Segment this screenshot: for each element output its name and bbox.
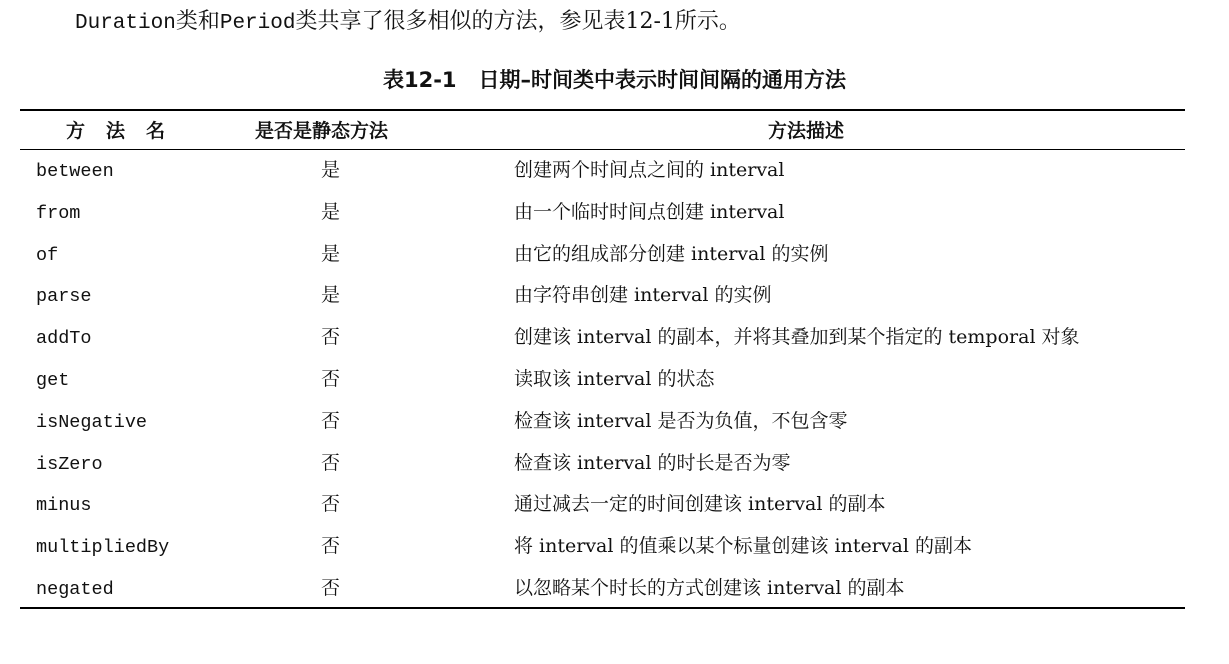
code-duration: Duration [75,12,176,35]
table-row [20,193,1185,235]
is-static: 否 [321,493,341,516]
method-description: 检查该 interval 是否为负值，不包含零 [514,409,848,432]
method-description: 创建两个时间点之间的 interval [514,159,785,181]
method-description: 由一个临时时间点创建 interval [514,200,785,223]
method-name: isZero [36,453,103,475]
code-period: Period [219,12,296,35]
method-name: parse [36,286,92,308]
header-method-name: 方法名 [66,120,187,142]
is-static: 是 [321,159,341,181]
header-description: 方法描述 [768,120,845,142]
method-name: from [36,202,81,224]
table-number: 表12-1 [382,68,457,92]
table-top-rule [20,109,1185,111]
method-description: 由它的组成部分创建 interval 的实例 [514,242,829,265]
table-row [20,569,1185,611]
table-row [20,402,1185,444]
method-name: isNegative [36,411,148,433]
intro-text-2: 类共享了很多相似的方法，参见表12-1所示。 [295,9,741,34]
is-static: 否 [321,451,341,474]
method-description: 读取该 interval 的状态 [514,367,715,390]
table-row [20,527,1185,569]
table-row [20,318,1185,360]
method-name: get [36,369,70,391]
method-name: between [36,161,114,182]
table-row [20,151,1185,193]
method-description: 由字符串创建 interval 的实例 [514,284,772,307]
method-description: 以忽略某个时长的方式创建该 interval 的副本 [514,576,905,599]
table-caption [0,64,1229,96]
method-name: negated [36,578,114,600]
is-static: 否 [321,326,341,349]
intro-paragraph [75,6,741,40]
is-static: 是 [321,242,341,265]
header-is-static: 是否是静态方法 [255,120,389,142]
method-name: of [36,244,59,266]
method-description: 将 interval 的值乘以某个标量创建该 interval 的副本 [514,535,972,558]
table-row [20,444,1185,486]
table-row [20,276,1185,318]
table-row [20,360,1185,402]
method-description: 检查该 interval 的时长是否为零 [514,451,791,474]
is-static: 否 [321,409,341,432]
method-name: multipliedBy [36,537,170,559]
is-static: 否 [321,576,341,599]
is-static: 是 [321,200,341,223]
table-row [20,485,1185,527]
table-row [20,235,1185,277]
table-header-rule [20,149,1185,150]
is-static: 是 [321,284,341,307]
is-static: 否 [321,367,341,390]
method-name: minus [36,495,92,517]
method-description: 创建该 interval 的副本，并将其叠加到某个指定的 temporal 对象 [514,326,1080,349]
intro-text-1: 类和 [175,9,220,34]
table-title: 日期–时间类中表示时间间隔的通用方法 [478,68,847,92]
method-description: 通过减去一定的时间创建该 interval 的副本 [514,493,886,516]
is-static: 否 [321,535,341,558]
table-bottom-rule [20,607,1185,609]
table-body [20,151,1185,611]
method-name: addTo [36,328,92,350]
